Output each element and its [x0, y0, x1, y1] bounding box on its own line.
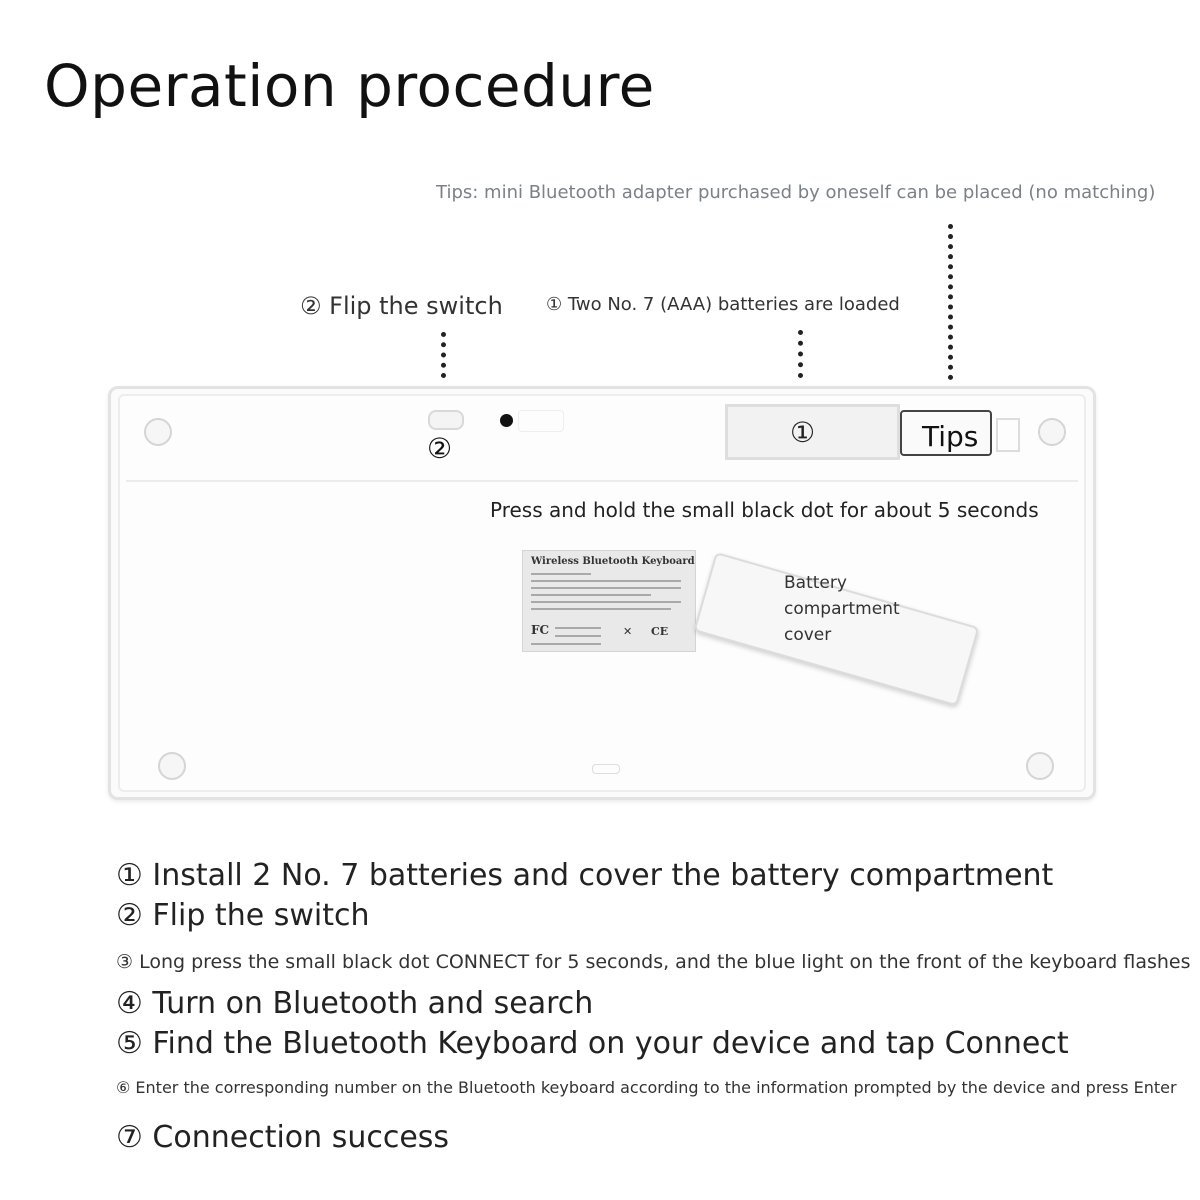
- sticker-line: [531, 608, 671, 610]
- power-switch: [428, 410, 464, 430]
- press-hold-instruction: Press and hold the small black dot for about 5 seconds: [490, 498, 1039, 522]
- connect-button-dot: [500, 414, 513, 427]
- step-1: ① Install 2 No. 7 batteries and cover the battery compartment: [116, 858, 1054, 893]
- rubber-foot-top-right: [1038, 418, 1066, 446]
- switch-marker: ②: [427, 432, 453, 465]
- fc-mark: FC: [531, 623, 550, 637]
- cover-label-line: compartment: [784, 599, 900, 619]
- leader-dots-switch: [441, 332, 446, 378]
- cover-label-line: cover: [784, 625, 832, 645]
- step-5: ⑤ Find the Bluetooth Keyboard on your device and tap Connect: [116, 1026, 1069, 1061]
- sticker-line: [555, 627, 601, 629]
- sticker-line: [531, 601, 681, 603]
- battery-marker: ①: [790, 416, 816, 449]
- rubber-foot-bottom-left: [158, 752, 186, 780]
- battery-cover-label: [784, 570, 914, 648]
- sticker-line: [531, 580, 681, 582]
- product-label-sticker: [522, 550, 696, 652]
- step-3: ③ Long press the small black dot CONNECT for 5 seconds, and the blue light on the front of the keyboard flashes: [116, 951, 1191, 973]
- leader-dots-batteries: [798, 330, 803, 378]
- leader-dots-tips: [948, 224, 953, 380]
- callout-batteries: ① Two No. 7 (AAA) batteries are loaded: [546, 294, 900, 315]
- page-title: Operation procedure: [44, 52, 655, 120]
- rubber-foot-bottom-right: [1026, 752, 1054, 780]
- connect-button-area: [518, 410, 564, 432]
- step-4: ④ Turn on Bluetooth and search: [116, 986, 594, 1021]
- sticker-line: [531, 573, 591, 575]
- tips-note: Tips: mini Bluetooth adapter purchased by oneself can be placed (no matching): [436, 182, 1156, 203]
- sticker-line: [531, 594, 651, 596]
- step-2: ② Flip the switch: [116, 898, 370, 933]
- weee-bin-icon: ✕: [623, 625, 633, 638]
- rubber-foot-top-left: [144, 418, 172, 446]
- ce-mark: CE: [651, 625, 669, 638]
- sticker-line: [531, 587, 681, 589]
- sticker-line: [555, 635, 601, 637]
- cover-label-line: Battery: [784, 573, 847, 593]
- step-7: ⑦ Connection success: [116, 1120, 450, 1155]
- step-6: ⑥ Enter the corresponding number on the Bluetooth keyboard according to the information prompted by the device and press Enter: [116, 1078, 1177, 1097]
- steps-list: [116, 856, 1191, 1158]
- adapter-slot-label: Tips: [922, 420, 979, 453]
- bottom-indent: [592, 764, 620, 774]
- sticker-title: Wireless Bluetooth Keyboard: [531, 556, 695, 567]
- adapter-slot-end: [996, 418, 1020, 452]
- callout-flip-switch: ② Flip the switch: [300, 292, 503, 320]
- sticker-line: [531, 643, 601, 645]
